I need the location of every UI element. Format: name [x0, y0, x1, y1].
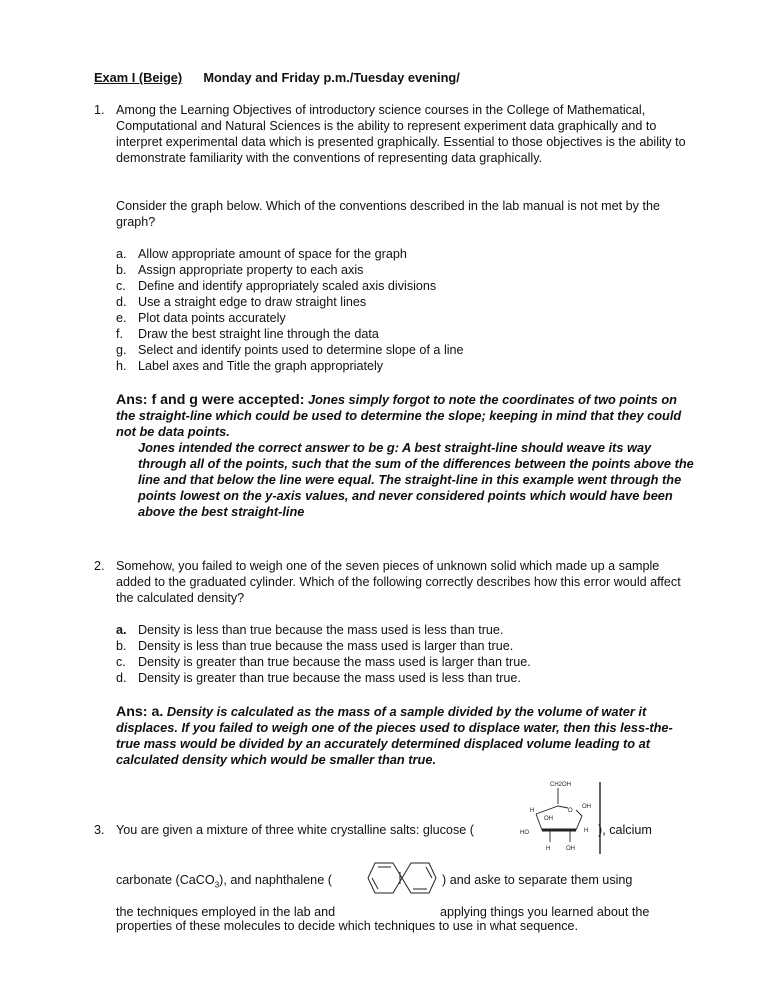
- answer-lead: Ans: a.: [116, 704, 164, 720]
- answer-block: [116, 704, 696, 768]
- glucose-label-ho: HO: [520, 830, 529, 836]
- glucose-label-oh2: OH: [544, 816, 553, 822]
- question-intro: Among the Learning Objectives of introductory science courses in the College of Mathematical, Computational and Natural Sciences is the ability to represent experiment data graphically and to interpret experimental data which is presented graphically. Essential to those objectives is the ability to demonstrate familiarity with the conventions of representing data graphically.: [116, 103, 686, 165]
- list-item: b. Density is less than true because the mass used is larger than true.: [116, 639, 514, 653]
- question-line: applying things you learned about the: [440, 905, 650, 919]
- question-number: 1.: [94, 103, 105, 117]
- list-item: e. Plot data points accurately: [116, 311, 286, 325]
- question-intro: Somehow, you failed to weigh one of the seven pieces of unknown solid which made up a sample added to the graduated cylinder. Which of the following correctly describes how this error would affect the calculated density?: [116, 559, 681, 605]
- naphthalene-structure-icon: [366, 858, 438, 898]
- list-item: b. Assign appropriate property to each axis: [116, 263, 364, 277]
- question-number: 2.: [94, 559, 105, 573]
- list-item: h. Label axes and Title the graph appropriately: [116, 359, 384, 373]
- list-item: a. Density is less than true because the mass used is less than true.: [116, 623, 504, 637]
- options-list: [116, 622, 531, 686]
- list-item: g. Select and identify points used to determine slope of a line: [116, 343, 464, 357]
- glucose-label-h2: H: [584, 828, 589, 834]
- glucose-label-oh1: OH: [582, 804, 591, 810]
- list-item: a. Allow appropriate amount of space for the graph: [116, 247, 407, 261]
- glucose-label-ring-o: O: [568, 808, 573, 814]
- list-item: c. Define and identify appropriately scaled axis divisions: [116, 279, 437, 293]
- answer-lead: Ans: f and g were accepted:: [116, 392, 305, 408]
- exam-title: Exam I (Beige): [94, 70, 183, 85]
- glucose-label-h3: H: [546, 846, 551, 852]
- glucose-structure-icon: [512, 778, 608, 854]
- glucose-label-ch2oh: CH2OH: [550, 782, 572, 788]
- list-item: f. Draw the best straight line through the data: [116, 327, 379, 341]
- exam-schedule: Monday and Friday p.m./Tuesday evening/: [203, 70, 460, 85]
- question-line: properties of these molecules to decide which techniques to use in what sequence.: [116, 919, 579, 933]
- answer-text: Jones simply forgot to note the coordinates of two points on the straight-line which could be used to determine the slope; keeping in mind that they could not be data points.: [116, 392, 682, 439]
- question-line: the techniques employed in the lab and: [116, 905, 336, 919]
- question-line: ), calcium: [598, 823, 652, 837]
- question-line: carbonate (CaCO$_3$), and naphthalene (: [116, 873, 332, 890]
- question-number: 3.: [94, 823, 105, 837]
- glucose-label-oh3: OH: [566, 846, 575, 852]
- answer-text: Density is calculated as the mass of a sample divided by the volume of water it displaces. If you failed to weigh one of the pieces used to displace water, then this less-the-true mass would be divided by an accurately determined displaced volume leading to at calculated density which would be smaller than true.: [116, 704, 673, 767]
- list-item: c. Density is greater than true because the mass used is larger than true.: [116, 655, 531, 669]
- question-line: You are given a mixture of three white crystalline salts: glucose (: [116, 823, 474, 837]
- answer-block: [116, 392, 696, 440]
- question-line: ) and aske to separate them using: [442, 873, 633, 887]
- list-item: d. Use a straight edge to draw straight lines: [116, 295, 367, 309]
- question-prompt: Consider the graph below. Which of the conventions described in the lab manual is not met by the graph?: [116, 199, 660, 229]
- list-item: d. Density is greater than true because the mass used is less than true.: [116, 671, 521, 685]
- exam-header: [94, 70, 460, 86]
- answer-explanation: Jones intended the correct answer to be g: A best straight-line should weave its way through all of the points, such that the sum of the differences between the points above the line and that below the line were equal. The straight-line in this example went through the points lowest on the y-axis values, and never considered points which would have been above the best straight-line: [138, 440, 694, 519]
- glucose-label-h1: H: [530, 808, 535, 814]
- options-list: [116, 246, 464, 374]
